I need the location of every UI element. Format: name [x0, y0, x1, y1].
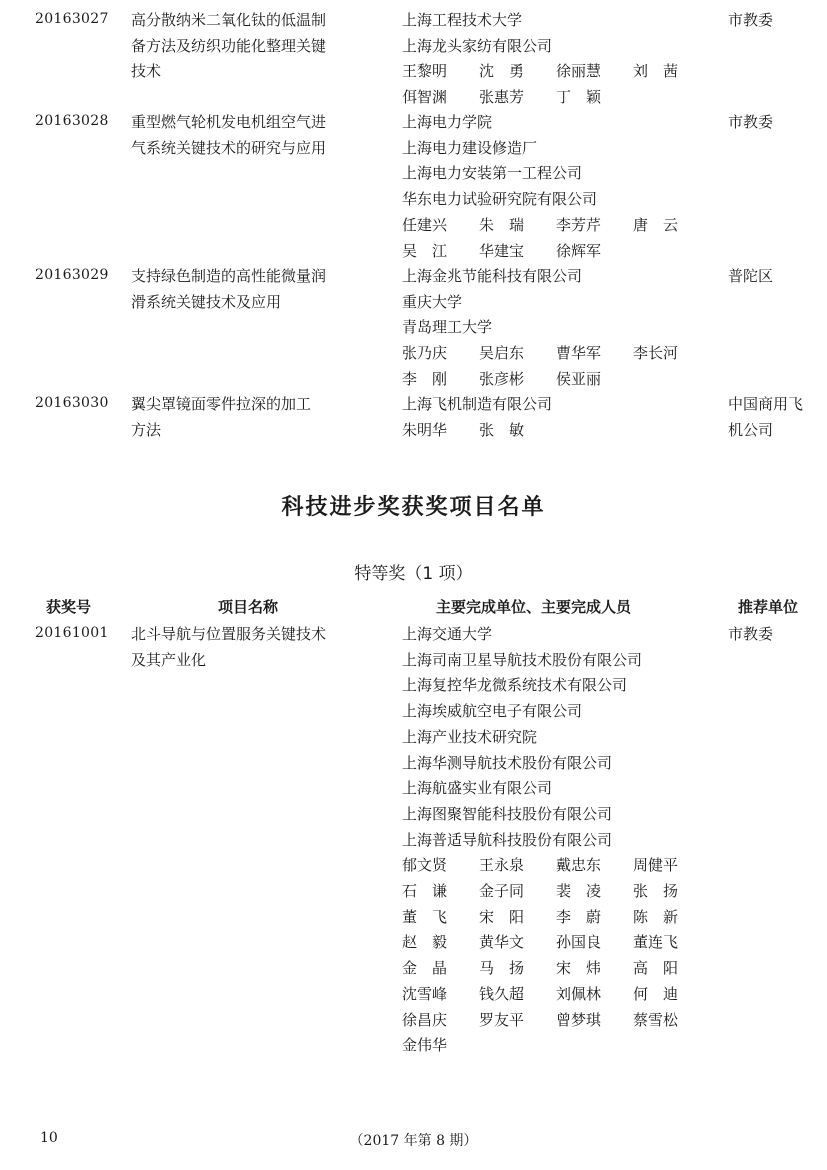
- people-row: 赵 毅 黄华文 孙国良 董连飞: [402, 933, 679, 952]
- people-row: 董 飞 宋 阳 李 蔚 陈 新: [402, 907, 679, 926]
- recommender: 市教委: [728, 11, 774, 29]
- header-number: 获奖号: [46, 598, 92, 616]
- people-row: 徐昌庆 罗友平 曾梦琪 蔡雪松: [402, 1010, 679, 1029]
- project-name: 支持绿色制造的高性能微量润 滑系统关键技术及应用: [131, 267, 327, 311]
- people-row: 金伟华: [402, 1036, 448, 1055]
- units-people: 上海工程技术大学 上海龙头家纺有限公司 王黎明 沈 勇 徐丽慧 刘 茜 佴智渊 张惠芳 丁 颖: [402, 8, 722, 111]
- header-project: 项目名称: [218, 598, 279, 616]
- award-number: 20163030: [35, 395, 109, 411]
- units-people: 上海电力学院 上海电力建设修造厂 上海电力安装第一工程公司 华东电力试验研究院有限公司 任建兴 朱 瑞 李芳芹 唐 云 吴 江 华建宝 徐辉军: [402, 110, 722, 264]
- award-number: 20163028: [35, 113, 109, 129]
- page-number: 10: [40, 1130, 58, 1146]
- recommender: 中国商用飞 机公司: [728, 395, 804, 439]
- recommender: 市教委: [728, 625, 774, 643]
- project-name: 高分散纳米二氧化钛的低温制 备方法及纺织功能化整理关键 技术: [131, 11, 327, 81]
- people-row: 郁文贤 王永泉 戴忠东 周健平: [402, 856, 679, 875]
- award-number: 20163029: [35, 267, 109, 283]
- table-header: [0, 596, 827, 620]
- people-row: 吴 江 华建宝 徐辉军: [402, 241, 602, 260]
- people-row: 任建兴 朱 瑞 李芳芹 唐 云: [402, 215, 679, 234]
- people-row: 沈雪峰 钱久超 刘佩林 何 迪: [402, 984, 679, 1003]
- recommender: 市教委: [728, 113, 774, 131]
- people-row: 石 谦 金子同 裴 凌 张 扬: [402, 882, 679, 901]
- people-row: 张乃庆 吴启东 曹华军 李长河: [402, 344, 679, 363]
- units-people: 上海交通大学 上海司南卫星导航技术股份有限公司 上海复控华龙微系统技术有限公司 上海埃威航空电子有限公司 上海产业技术研究院 上海华测导航技术股份有限公司 上海航盛实业有限公司 上海图聚智能科技股份有限公司 上海普适导航科技股份有限公司 郁文贤 王永泉 戴忠东 周健平 石 谦 金子同 裴 凌 张 扬 董 飞 宋 阳 李 蔚 陈 新 赵 毅 黄华文 孙国良 董连飞 金 晶 马 扬 宋 炜 高 阳 沈雪峰 钱久超 刘佩林 何 迪 徐昌庆 罗友平 曾梦琪 蔡雪松 金伟华: [402, 622, 722, 1059]
- people-row: 李 刚 张彦彬 侯亚丽: [402, 369, 602, 388]
- people-row: 王黎明 沈 勇 徐丽慧 刘 茜: [402, 62, 679, 81]
- subsection-title: 特等奖（1 项）: [354, 564, 473, 584]
- people-row: 佴智渊 张惠芳 丁 颖: [402, 88, 602, 107]
- project-name: 重型燃气轮机发电机组空气进 气系统关键技术的研究与应用: [131, 113, 327, 157]
- award-number: 20161001: [35, 625, 109, 641]
- project-name: 北斗导航与位置服务关键技术 及其产业化: [131, 625, 327, 669]
- header-units-people: 主要完成单位、主要完成人员: [436, 598, 632, 616]
- award-number: 20163027: [35, 11, 109, 27]
- project-name: 翼尖罩镜面零件拉深的加工 方法: [131, 395, 312, 439]
- people-row: 朱明华 张 敏: [402, 420, 525, 439]
- section-title: 科技进步奖获奖项目名单: [281, 495, 546, 520]
- issue-label: （2017 年第 8 期）: [349, 1133, 478, 1149]
- people-row: 金 晶 马 扬 宋 炜 高 阳: [402, 959, 679, 978]
- recommender: 普陀区: [728, 267, 774, 285]
- units-people: 上海飞机制造有限公司 朱明华 张 敏: [402, 392, 722, 443]
- units-people: 上海金兆节能科技有限公司 重庆大学 青岛理工大学 张乃庆 吴启东 曹华军 李长河 李 刚 张彦彬 侯亚丽: [402, 264, 722, 393]
- header-recommender: 推荐单位: [738, 598, 799, 616]
